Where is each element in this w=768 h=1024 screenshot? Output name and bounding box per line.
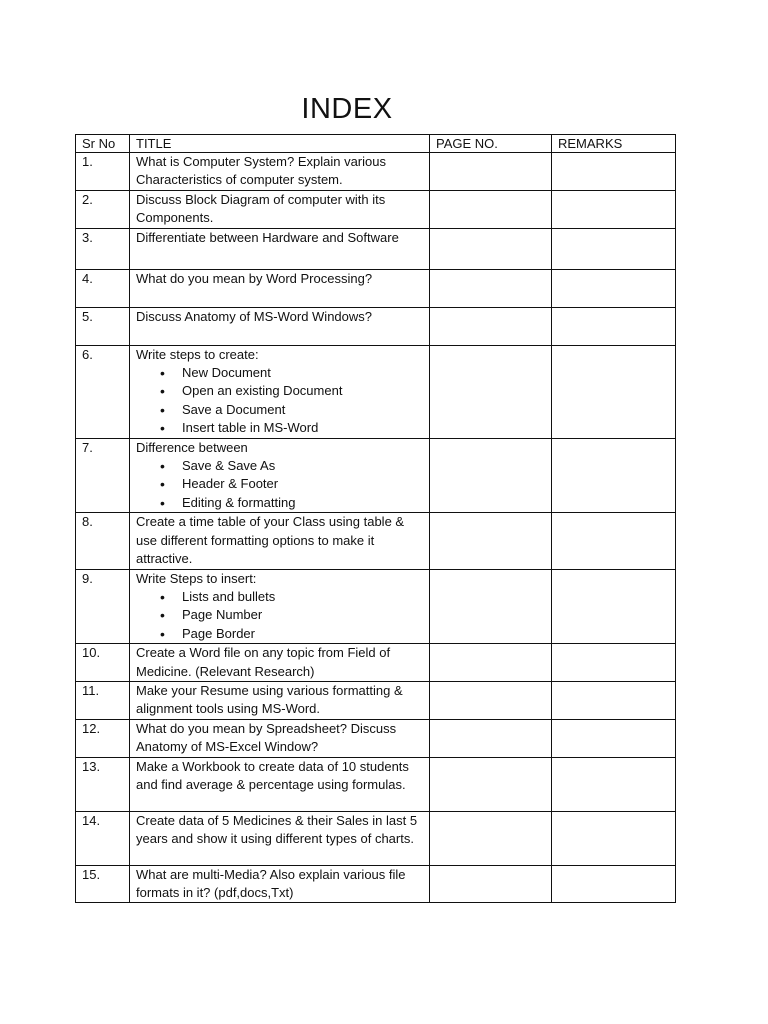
remarks-cell bbox=[552, 153, 676, 191]
table-row bbox=[76, 681, 676, 719]
bullet-list bbox=[136, 364, 425, 438]
row-number: 9. bbox=[76, 569, 130, 644]
remarks-cell bbox=[552, 719, 676, 757]
table-row bbox=[76, 644, 676, 682]
page-no-cell bbox=[430, 719, 552, 757]
row-title-cell bbox=[130, 865, 430, 903]
row-title: Create data of 5 Medicines & their Sales in last 5 years and show it using different types of charts. bbox=[136, 812, 418, 846]
page-no-cell bbox=[430, 438, 552, 513]
page-no-cell bbox=[430, 569, 552, 644]
bullet-item: • Header & Footer bbox=[182, 475, 425, 493]
bullet-item: • Save & Save As bbox=[182, 457, 425, 475]
row-number: 4. bbox=[76, 269, 130, 307]
index-table bbox=[75, 134, 676, 903]
row-title-cell bbox=[130, 190, 430, 228]
remarks-cell bbox=[552, 811, 676, 865]
bullet-item: • Page Border bbox=[182, 625, 425, 643]
row-number: 5. bbox=[76, 307, 130, 345]
table-row bbox=[76, 153, 676, 191]
remarks-cell bbox=[552, 757, 676, 811]
remarks-cell bbox=[552, 190, 676, 228]
row-title: Make your Resume using various formatting & alignment tools using MS-Word. bbox=[136, 682, 403, 717]
page-no-cell bbox=[430, 153, 552, 191]
row-title-cell bbox=[130, 513, 430, 569]
row-title: Write steps to create: bbox=[136, 346, 259, 362]
remarks-cell bbox=[552, 644, 676, 682]
page-no-cell bbox=[430, 681, 552, 719]
remarks-cell bbox=[552, 865, 676, 903]
row-title: Discuss Block Diagram of computer with its Components. bbox=[136, 191, 386, 226]
table-row bbox=[76, 438, 676, 513]
table-row bbox=[76, 569, 676, 644]
row-title: Discuss Anatomy of MS-Word Windows? bbox=[136, 308, 372, 324]
remarks-cell bbox=[552, 228, 676, 269]
row-title: Make a Workbook to create data of 10 students and find average & percentage using formulas. bbox=[136, 758, 409, 792]
remarks-cell bbox=[552, 345, 676, 438]
header-title: TITLE bbox=[130, 135, 430, 153]
bullet-item: • Editing & formatting bbox=[182, 494, 425, 512]
page-no-cell bbox=[430, 269, 552, 307]
table-row bbox=[76, 719, 676, 757]
page-no-cell bbox=[430, 644, 552, 682]
row-title-cell bbox=[130, 153, 430, 191]
row-title: What is Computer System? Explain various Characteristics of computer system. bbox=[136, 154, 386, 188]
row-title: Create a Word file on any topic from Field of Medicine. (Relevant Research) bbox=[136, 645, 391, 679]
row-number: 15. bbox=[76, 865, 130, 903]
header-row bbox=[76, 135, 676, 153]
header-remarks: REMARKS bbox=[552, 135, 676, 153]
row-title: Difference between bbox=[136, 439, 248, 455]
bullet-item: • Save a Document bbox=[182, 401, 425, 419]
row-title: Differentiate between Hardware and Software bbox=[136, 229, 399, 245]
page-no-cell bbox=[430, 757, 552, 811]
row-title: What do you mean by Word Processing? bbox=[136, 270, 373, 286]
page-no-cell bbox=[430, 190, 552, 228]
page-no-cell bbox=[430, 865, 552, 903]
row-title: What do you mean by Spreadsheet? Discuss Anatomy of MS-Excel Window? bbox=[136, 720, 397, 755]
row-title-cell bbox=[130, 307, 430, 345]
page-no-cell bbox=[430, 307, 552, 345]
remarks-cell bbox=[552, 569, 676, 644]
row-number: 6. bbox=[76, 345, 130, 438]
page-title: INDEX bbox=[301, 93, 393, 125]
row-number: 10. bbox=[76, 644, 130, 682]
bullet-list bbox=[136, 457, 425, 512]
row-number: 1. bbox=[76, 153, 130, 191]
table-row bbox=[76, 513, 676, 569]
row-title-cell bbox=[130, 644, 430, 682]
bullet-item: • Lists and bullets bbox=[182, 588, 425, 606]
table-row bbox=[76, 307, 676, 345]
row-number: 11. bbox=[76, 681, 130, 719]
page-no-cell bbox=[430, 345, 552, 438]
remarks-cell bbox=[552, 438, 676, 513]
remarks-cell bbox=[552, 513, 676, 569]
bullet-item: • Insert table in MS-Word bbox=[182, 419, 425, 437]
bullet-item: • Open an existing Document bbox=[182, 382, 425, 400]
row-title-cell bbox=[130, 681, 430, 719]
row-title-cell bbox=[130, 269, 430, 307]
row-title-cell bbox=[130, 811, 430, 865]
row-title-cell bbox=[130, 757, 430, 811]
table-row bbox=[76, 269, 676, 307]
row-number: 3. bbox=[76, 228, 130, 269]
row-title-cell bbox=[130, 345, 430, 438]
remarks-cell bbox=[552, 269, 676, 307]
page-no-cell bbox=[430, 811, 552, 865]
row-title: What are multi-Media? Also explain various file formats in it? (pdf,docs,Txt) bbox=[136, 866, 406, 900]
row-number: 8. bbox=[76, 513, 130, 569]
bullet-item: • New Document bbox=[182, 364, 425, 382]
row-title: Write Steps to insert: bbox=[136, 570, 257, 586]
row-title-cell bbox=[130, 228, 430, 269]
row-title-cell bbox=[130, 719, 430, 757]
row-number: 12. bbox=[76, 719, 130, 757]
row-title-cell bbox=[130, 569, 430, 644]
remarks-cell bbox=[552, 307, 676, 345]
row-number: 14. bbox=[76, 811, 130, 865]
row-title: Create a time table of your Class using table & use different formatting options to make it attractive. bbox=[136, 514, 405, 567]
bullet-list bbox=[136, 588, 425, 643]
header-sr-no: Sr No bbox=[76, 135, 130, 153]
table-row bbox=[76, 865, 676, 903]
row-number: 7. bbox=[76, 438, 130, 513]
table-row bbox=[76, 228, 676, 269]
table-row bbox=[76, 345, 676, 438]
page-no-cell bbox=[430, 228, 552, 269]
remarks-cell bbox=[552, 681, 676, 719]
table-row bbox=[76, 190, 676, 228]
table-row bbox=[76, 757, 676, 811]
index-rows bbox=[76, 153, 676, 903]
bullet-item: • Page Number bbox=[182, 606, 425, 624]
row-number: 13. bbox=[76, 757, 130, 811]
header-page-no: PAGE NO. bbox=[430, 135, 552, 153]
row-number: 2. bbox=[76, 190, 130, 228]
table-row bbox=[76, 811, 676, 865]
page-no-cell bbox=[430, 513, 552, 569]
row-title-cell bbox=[130, 438, 430, 513]
